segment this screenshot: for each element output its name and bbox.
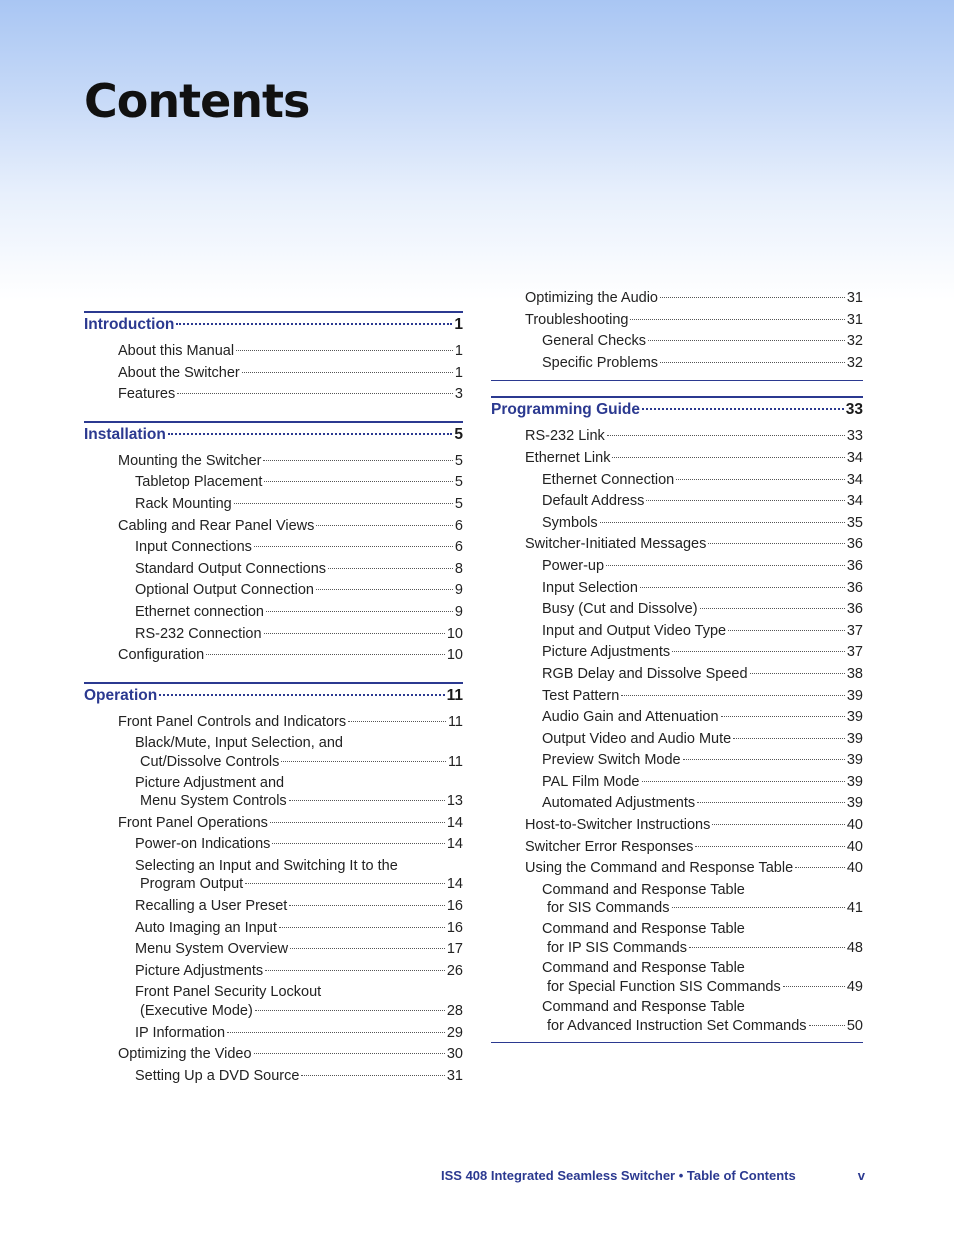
entry-page-number: 11 (447, 713, 463, 730)
entry-label: Rack Mounting (135, 495, 232, 512)
dot-leader (600, 522, 845, 523)
entry-page-number: 10 (446, 625, 463, 642)
entry-page-number: 34 (846, 449, 863, 466)
dot-leader (264, 633, 445, 634)
entry-label: Recalling a User Preset (135, 898, 288, 915)
dot-leader (236, 350, 453, 351)
entry-page-number: 40 (846, 817, 863, 834)
entry-label: Host-to-Switcher Instructions (525, 817, 711, 834)
entry-label: Picture Adjustments (542, 644, 671, 661)
entry-page-number: 1 (454, 364, 463, 381)
section-divider (491, 380, 863, 381)
dot-leader (783, 986, 845, 987)
dot-leader (242, 372, 453, 373)
section-heading-page: 1 (454, 316, 463, 333)
toc-section-heading[interactable] (84, 311, 463, 337)
entry-page-number: 29 (446, 1024, 463, 1041)
toc-entry[interactable] (84, 857, 463, 894)
entry-label-line1: Command and Response Table (542, 921, 745, 938)
toc-entry[interactable] (491, 470, 863, 492)
entry-page-number: 6 (454, 517, 463, 534)
section-heading-label: Programming Guide (491, 401, 640, 419)
entry-label: Symbols (542, 514, 598, 531)
toc-section (491, 396, 863, 1042)
entry-page-number: 31 (846, 311, 863, 328)
dot-leader (676, 479, 845, 480)
entry-page-number: 26 (446, 962, 463, 979)
entry-page-number: 9 (454, 582, 463, 599)
entry-label-line1: Command and Response Table (542, 881, 745, 898)
dot-leader (606, 565, 845, 566)
toc-entry[interactable] (84, 494, 463, 516)
dot-leader (621, 695, 844, 696)
entry-page-number: 5 (454, 474, 463, 491)
entry-label-line2: Program Output (140, 876, 244, 893)
toc-entry[interactable] (491, 881, 863, 918)
dot-leader (168, 433, 453, 435)
dot-leader (648, 340, 845, 341)
entry-page-number: 14 (446, 876, 463, 893)
entry-page-number: 36 (846, 601, 863, 618)
dot-leader (750, 673, 845, 674)
entry-page-number: 50 (846, 1018, 863, 1034)
section-heading-label: Introduction (84, 316, 175, 333)
entry-page-number: 39 (846, 795, 863, 812)
entry-label: Optimizing the Video (118, 1046, 252, 1063)
entry-page-number: 39 (846, 773, 863, 790)
entry-label-line2: for Special Function SIS Commands (547, 978, 781, 995)
dot-leader (328, 568, 453, 569)
dot-leader (316, 525, 453, 526)
dot-leader (245, 883, 445, 884)
toc-entry[interactable] (491, 642, 863, 664)
toc-entry[interactable] (491, 491, 863, 513)
entry-page-number: 6 (454, 539, 463, 556)
entry-label: Input Selection (542, 579, 638, 596)
entry-label-line1: Black/Mute, Input Selection, and (135, 735, 343, 752)
entry-page-number: 39 (846, 730, 863, 747)
toc-entry[interactable] (84, 983, 463, 1020)
page-footer (441, 1168, 865, 1183)
entry-page-number: 41 (846, 900, 863, 917)
entry-page-number: 14 (446, 836, 463, 853)
entry-page-number: 28 (446, 1003, 463, 1020)
dot-leader (270, 822, 445, 823)
entry-page-number: 39 (846, 687, 863, 704)
dot-leader (642, 408, 844, 410)
entry-label: Automated Adjustments (542, 795, 696, 812)
entry-line2 (135, 875, 463, 894)
dot-leader (227, 1032, 445, 1033)
toc-entry[interactable] (491, 750, 863, 772)
toc-entry[interactable] (491, 513, 863, 535)
dot-leader (234, 503, 453, 504)
section-heading-label: Operation (84, 686, 158, 704)
toc-entry[interactable] (84, 961, 463, 983)
toc-entry[interactable] (84, 602, 463, 624)
entry-label: RS-232 Link (525, 428, 605, 445)
dot-leader (700, 608, 845, 609)
toc-entry[interactable] (491, 858, 863, 880)
dot-leader (254, 546, 453, 547)
entry-label: About the Switcher (118, 364, 240, 381)
entry-label-line2: for SIS Commands (547, 900, 670, 917)
entry-page-number: 40 (846, 860, 863, 877)
entry-line2 (542, 1017, 863, 1036)
entry-page-number: 34 (846, 471, 863, 488)
toc-entry[interactable] (491, 664, 863, 686)
dot-leader (263, 460, 452, 461)
toc-entry[interactable] (84, 1044, 463, 1066)
entry-label: Mounting the Switcher (118, 452, 262, 469)
dot-leader (264, 481, 453, 482)
entry-page-number: 31 (846, 290, 863, 306)
toc-entry[interactable] (84, 896, 463, 918)
section-heading-page: 11 (446, 686, 463, 704)
entry-line2 (135, 753, 463, 772)
entry-label: Menu System Overview (135, 941, 289, 958)
toc-entry[interactable] (491, 578, 863, 600)
entry-label-line2: for Advanced Instruction Set Commands (547, 1018, 807, 1034)
entry-page-number: 40 (846, 838, 863, 855)
entry-label: About this Manual (118, 343, 235, 359)
dot-leader (206, 654, 445, 655)
toc-entry[interactable] (84, 537, 463, 559)
toc-section (84, 311, 463, 406)
entry-label: PAL Film Mode (542, 773, 640, 790)
section-heading-label: Installation (84, 425, 166, 443)
dot-leader (159, 694, 444, 696)
toc-entry[interactable] (84, 472, 463, 494)
entry-label-line1: Command and Response Table (542, 960, 745, 977)
entry-label: Audio Gain and Attenuation (542, 709, 719, 726)
toc-section-heading[interactable] (84, 682, 463, 708)
dot-leader (733, 738, 845, 739)
toc-entry[interactable] (84, 363, 463, 385)
toc-entry[interactable] (491, 448, 863, 470)
dot-leader (255, 1010, 445, 1011)
toc-entry[interactable] (84, 918, 463, 940)
footer-text: ISS 408 Integrated Seamless Switcher • Table of Contents (441, 1168, 796, 1183)
toc-entry[interactable] (491, 729, 863, 751)
entry-page-number: 38 (846, 665, 863, 682)
entry-label: Using the Command and Response Table (525, 860, 794, 877)
dot-leader (642, 781, 845, 782)
toc-entry[interactable] (491, 621, 863, 643)
entry-label: Ethernet Link (525, 449, 611, 466)
entry-line2 (542, 899, 863, 918)
toc-entry[interactable] (84, 774, 463, 811)
entry-page-number: 36 (846, 536, 863, 553)
entry-label: RGB Delay and Dissolve Speed (542, 665, 748, 682)
entry-page-number: 48 (846, 939, 863, 956)
toc-entry[interactable] (84, 734, 463, 771)
toc-entry[interactable] (491, 534, 863, 556)
entry-label: Optional Output Connection (135, 582, 314, 599)
dot-leader (640, 587, 845, 588)
toc-entry[interactable] (84, 580, 463, 602)
toc-entry[interactable] (491, 772, 863, 794)
dot-leader (721, 716, 845, 717)
toc-entry[interactable] (84, 624, 463, 646)
entry-label: Standard Output Connections (135, 560, 327, 577)
toc-entry[interactable] (491, 556, 863, 578)
entry-page-number: 39 (846, 752, 863, 769)
entry-label: Troubleshooting (525, 311, 629, 328)
toc-entry[interactable] (491, 288, 863, 310)
dot-leader (728, 630, 845, 631)
dot-leader (272, 843, 444, 844)
entry-page-number: 17 (446, 941, 463, 958)
toc-entry[interactable] (491, 998, 863, 1035)
entry-label: IP Information (135, 1024, 226, 1041)
toc-entry[interactable] (84, 341, 463, 363)
toc-entry[interactable] (491, 837, 863, 859)
entry-label: Busy (Cut and Dissolve) (542, 601, 698, 618)
dot-leader (689, 947, 845, 948)
toc-left-column (84, 311, 463, 1102)
entry-page-number: 35 (846, 514, 863, 531)
dot-leader (809, 1025, 845, 1026)
entry-page-number: 36 (846, 579, 863, 596)
entry-page-number: 9 (454, 603, 463, 620)
toc-entry[interactable] (84, 384, 463, 406)
entry-label: Front Panel Operations (118, 814, 268, 831)
dot-leader (254, 1053, 445, 1054)
toc-entry[interactable] (84, 516, 463, 538)
dot-leader (660, 362, 845, 363)
toc-entry[interactable] (84, 559, 463, 581)
toc-entry[interactable] (491, 707, 863, 729)
entry-label: Picture Adjustments (135, 962, 264, 979)
dot-leader (265, 970, 445, 971)
entry-label-line1: Picture Adjustment and (135, 774, 285, 791)
entry-page-number: 8 (454, 560, 463, 577)
dot-leader (301, 1075, 444, 1076)
toc-right-column (491, 288, 863, 1058)
entry-label: Auto Imaging an Input (135, 919, 277, 936)
entry-label: Features (118, 386, 176, 403)
dot-leader (697, 802, 845, 803)
toc-entry[interactable] (491, 920, 863, 957)
entry-label-line1: Front Panel Security Lockout (135, 984, 322, 1001)
entry-label: Switcher Error Responses (525, 838, 694, 855)
entry-label: General Checks (542, 333, 646, 350)
dot-leader (695, 846, 844, 847)
entry-line2 (135, 792, 463, 811)
toc-entry[interactable] (84, 1066, 463, 1088)
entry-page-number: 30 (446, 1046, 463, 1063)
toc-entry[interactable] (491, 686, 863, 708)
entry-page-number: 10 (446, 647, 463, 664)
dot-leader (289, 800, 445, 801)
toc-entry[interactable] (84, 712, 463, 734)
entry-label-line2: Cut/Dissolve Controls (140, 753, 280, 770)
toc-entry[interactable] (84, 1023, 463, 1045)
entry-page-number: 16 (446, 919, 463, 936)
entry-page-number: 32 (846, 354, 863, 371)
toc-section (84, 421, 463, 667)
toc-entry[interactable] (491, 353, 863, 375)
toc-entry[interactable] (491, 599, 863, 621)
entry-page-number: 31 (446, 1067, 463, 1084)
toc-entry[interactable] (491, 331, 863, 353)
toc-entry[interactable] (491, 793, 863, 815)
dot-leader (630, 319, 844, 320)
dot-leader (672, 907, 845, 908)
entry-label-line2: (Executive Mode) (140, 1003, 253, 1020)
entry-page-number: 39 (846, 709, 863, 726)
entry-label: Switcher-Initiated Messages (525, 536, 707, 553)
toc-section-heading[interactable] (491, 396, 863, 422)
footer-page-number: v (857, 1168, 865, 1183)
toc-entry[interactable] (84, 813, 463, 835)
toc-entry[interactable] (491, 426, 863, 448)
entry-label: Test Pattern (542, 687, 620, 704)
toc-entry[interactable] (84, 645, 463, 667)
entry-label: Cabling and Rear Panel Views (118, 517, 315, 534)
entry-label: Default Address (542, 493, 645, 510)
entry-label: Configuration (118, 647, 205, 664)
dot-leader (266, 611, 453, 612)
dot-leader (316, 589, 453, 590)
entry-page-number: 34 (846, 493, 863, 510)
header-gradient (0, 0, 954, 300)
dot-leader (683, 759, 845, 760)
entry-label-line1: Selecting an Input and Switching It to the (135, 857, 398, 874)
entry-label-line1: Command and Response Table (542, 999, 745, 1016)
dot-leader (607, 435, 845, 436)
toc-entry[interactable] (491, 310, 863, 332)
toc-entry[interactable] (491, 959, 863, 996)
toc-section (491, 288, 863, 381)
entry-page-number: 32 (846, 333, 863, 350)
entry-label: Setting Up a DVD Source (135, 1067, 300, 1084)
entry-page-number: 5 (454, 452, 463, 469)
entry-page-number: 1 (454, 343, 463, 359)
toc-entry[interactable] (84, 834, 463, 856)
entry-page-number: 36 (846, 557, 863, 574)
entry-page-number: 13 (446, 793, 463, 810)
entry-label: Ethernet Connection (542, 471, 675, 488)
dot-leader (176, 323, 452, 325)
section-heading-page: 5 (454, 425, 463, 443)
entry-page-number: 37 (846, 622, 863, 639)
dot-leader (279, 927, 445, 928)
entry-label: Input and Output Video Type (542, 622, 727, 639)
entry-label: Power-on Indications (135, 836, 271, 853)
dot-leader (177, 393, 453, 394)
dot-leader (612, 457, 844, 458)
page-title: Contents (84, 74, 310, 128)
dot-leader (348, 721, 446, 722)
entry-page-number: 3 (454, 386, 463, 403)
entry-label: Tabletop Placement (135, 474, 263, 491)
toc-section-heading[interactable] (84, 421, 463, 447)
section-divider (491, 1042, 863, 1043)
entry-label: Input Connections (135, 539, 252, 556)
entry-label: Ethernet connection (135, 603, 264, 620)
entry-page-number: 33 (846, 428, 863, 445)
entry-label: Preview Switch Mode (542, 752, 681, 769)
dot-leader (289, 905, 445, 906)
toc-section (84, 682, 463, 1088)
entry-label: Optimizing the Audio (525, 290, 658, 306)
dot-leader (660, 297, 845, 298)
entry-label-line2: for IP SIS Commands (547, 939, 687, 956)
toc-entry[interactable] (84, 939, 463, 961)
entry-page-number: 37 (846, 644, 863, 661)
entry-page-number: 49 (846, 978, 863, 995)
dot-leader (712, 824, 845, 825)
entry-line2 (542, 939, 863, 958)
toc-entry[interactable] (84, 451, 463, 473)
section-heading-page: 33 (845, 401, 863, 419)
entry-page-number: 16 (446, 898, 463, 915)
entry-page-number: 14 (446, 814, 463, 831)
entry-label: Power-up (542, 557, 605, 574)
entry-label: Specific Problems (542, 354, 659, 371)
entry-label: Front Panel Controls and Indicators (118, 713, 347, 730)
dot-leader (672, 651, 845, 652)
entry-label-line2: Menu System Controls (140, 793, 287, 810)
dot-leader (795, 867, 845, 868)
entry-label: RS-232 Connection (135, 625, 262, 642)
entry-line2 (542, 978, 863, 997)
entry-page-number: 5 (454, 495, 463, 512)
toc-entry[interactable] (491, 815, 863, 837)
entry-page-number: 11 (447, 753, 463, 770)
dot-leader (281, 761, 446, 762)
entry-line2 (135, 1002, 463, 1021)
dot-leader (646, 500, 844, 501)
dot-leader (290, 948, 445, 949)
dot-leader (708, 543, 845, 544)
entry-label: Output Video and Audio Mute (542, 730, 732, 747)
